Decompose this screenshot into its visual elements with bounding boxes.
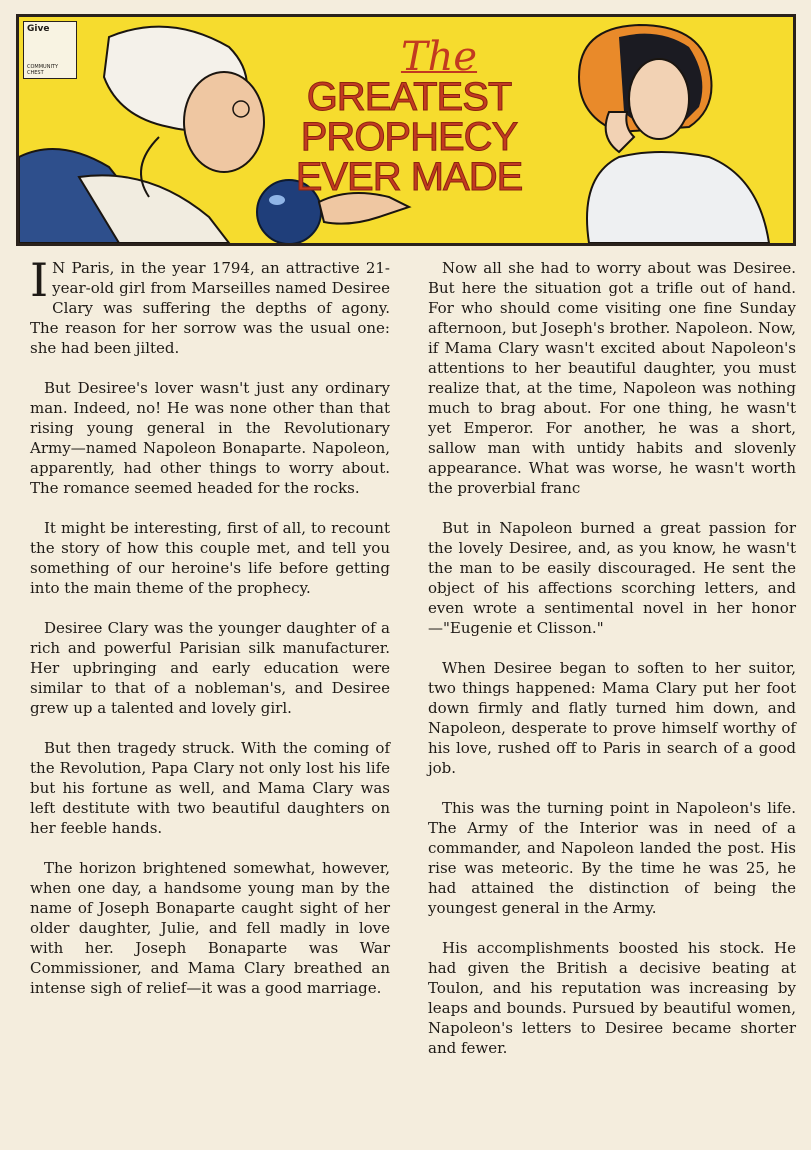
paragraph: His accomplishments boosted his stock. He had given the British a decisive beating at Toulon, and his reputation was increasing by leaps and bounds. Pursued by beautiful women, Napoleon's letters to Desiree became shorter and fewer. <box>428 939 796 1057</box>
article-left-column <box>30 253 390 1018</box>
title-banner <box>16 14 796 246</box>
title-line-1: GREATEST <box>306 75 512 119</box>
paragraph: But Desiree's lover wasn't just any ordinary man. Indeed, no! He was none other than that rising young general in the Revolutionary Army—named Napoleon Bonaparte. Napoleon, apparently, had other things to worry about. The romance seemed headed for the rocks. <box>30 379 390 497</box>
title-line-2: PROPHECY <box>300 115 518 159</box>
give-label: Give <box>27 24 50 34</box>
paragraph: This was the turning point in Napoleon's life. The Army of the Interior was in need of a commander, and Napoleon landed the post. His rise was meteoric. By the time he was 25, he had attained the distinction of being the youngest general in the Army. <box>428 799 796 917</box>
paragraph: But then tragedy struck. With the coming of the Revolution, Papa Clary not only lost his life but his fortune as well, and Mama Clary was left destitute with two beautiful daughters on her feeble hands. <box>30 739 390 837</box>
paragraph: It might be interesting, first of all, to recount the story of how this couple met, and tell you something of our heroine's life before getting into the main theme of the prophecy. <box>30 519 390 597</box>
paragraph: But in Napoleon burned a great passion for the lovely Desiree, and, as you know, he wasn't the man to be easily discouraged. He sent the object of his affections scorching letters, and even wrote a sentimental novel in her honor—"Eugenie et Clisson." <box>428 519 796 637</box>
story-title <box>259 34 559 199</box>
article-right-column <box>428 258 796 1078</box>
title-the: The <box>400 34 478 80</box>
fortune-teller-face <box>184 72 264 172</box>
paragraph-text: N Paris, in the year 1794, an attractive 21-year-old girl from Marseilles named Desiree Clary was suffering the depths of agony. The reason for her sorrow was the usual one: she had been jilted. <box>30 259 390 357</box>
title-line-3: EVER MADE <box>295 155 523 199</box>
give-caption: COMMUNITY CHEST <box>27 64 59 76</box>
paragraph: Desiree Clary was the younger daughter of a rich and powerful Parisian silk manufacturer. Her upbringing and early education were similar to that of a nobleman's, and Desiree grew up a talented and lovely girl. <box>30 619 390 717</box>
paragraph: When Desiree began to soften to her suitor, two things happened: Mama Clary put her foot down firmly and flatly turned him down, and Napoleon, desperate to prove himself worthy of his love, rushed off to Paris in search of a good job. <box>428 659 796 777</box>
woman-dress <box>587 152 769 243</box>
woman-face <box>629 59 689 139</box>
paragraph: Now all she had to worry about was Desiree. But here the situation got a trifle out of hand. For who should come visiting one fine Sunday afternoon, but Joseph's brother. Napoleon. Now, if Mama Clary wasn't excited about Napoleon's attentions to her beautiful daughter, you must realize that, at the time, Napoleon was nothing much to brag about. For one thing, he wasn't yet Emperor. For another, he was a short, sallow man with untidy habits and slovenly appearance. What was worse, he wasn't worth the proverbial franc <box>428 259 796 497</box>
community-chest-badge <box>23 21 77 79</box>
drop-cap: I <box>30 253 49 307</box>
paragraph: The horizon brightened somewhat, however, when one day, a handsome young man by the name of Joseph Bonaparte caught sight of her older daughter, Julie, and fell madly in love with her. Joseph Bonaparte was War Commissioner, and Mama Clary breathed an intense sigh of relief—it was a good marriage. <box>30 859 390 997</box>
paragraph <box>30 253 390 358</box>
